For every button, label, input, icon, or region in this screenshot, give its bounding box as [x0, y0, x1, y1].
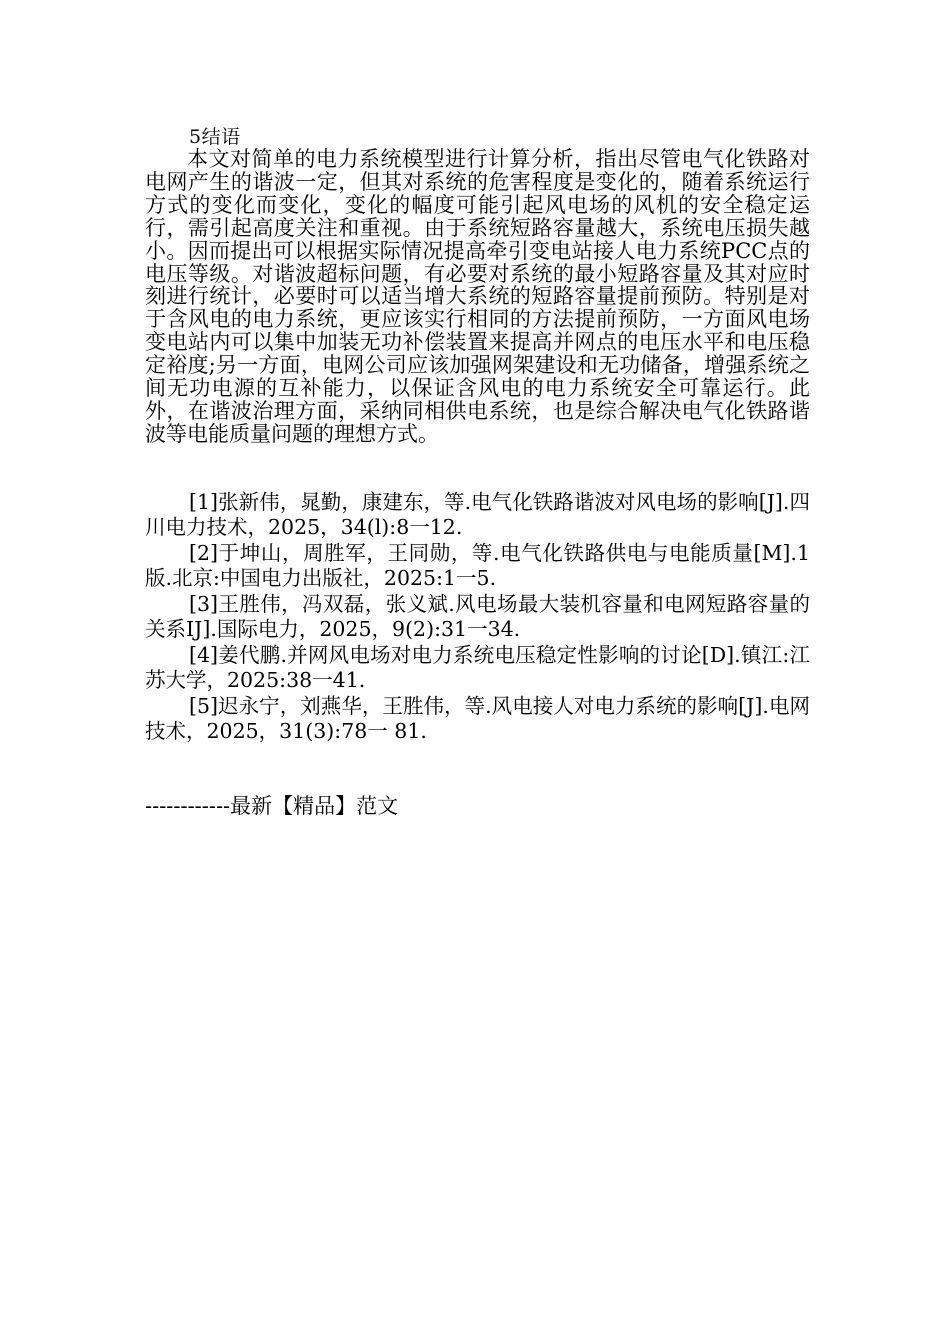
reference-item: [4]姜代鹏.并网风电场对电力系统电压稳定性影响的讨论[D].镇江:江苏大学，2025:38一41. [145, 642, 810, 693]
reference-list [145, 490, 810, 745]
conclusion-paragraph: 本文对简单的电力系统模型进行计算分析，指出尽管电气化铁路对电网产生的谐波一定，但其对系统的危害程度是变化的，随着系统运行方式的变化而变化，变化的幅度可能引起风电场的风机的安全稳定运行，需引起高度关注和重视。由于系统短路容量越大，系统电压损失越小。因而提出可以根据实际情况提高牵引变电站接人电力系统PCC点的电压等级。对谐波超标问题，有必要对系统的最小短路容量及其对应时刻进行统计，必要时可以适当增大系统的短路容量提前预防。特别是对于含风电的电力系统，更应该实行相同的方法提前预防，一方面风电场变电站内可以集中加装无功补偿装置来提高并网点的电压水平和电压稳定裕度;另一方面，电网公司应该加强网架建设和无功储备，增强系统之间无功电源的互补能力，以保证含风电的电力系统安全可靠运行。此外，在谐波治理方面，采纳同相供电系统，也是综合解决电气化铁路谐波等电能质量问题的理想方式。 [145, 147, 810, 446]
reference-item: [3]王胜伟，冯双磊，张义斌.风电场最大装机容量和电网短路容量的关系IJ].国际电力，2025，9(2):31一34. [145, 591, 810, 642]
section-heading: 5结语 [189, 126, 241, 148]
reference-item: [5]迟永宁，刘燕华，王胜伟，等.风电接人对电力系统的影响[J].电网技术，2025，31(3):78一 81. [145, 693, 810, 744]
reference-item: [2]于坤山，周胜军，王同勋，等.电气化铁路供电与电能质量[M].1版.北京:中国电力出版社，2025:1一5. [145, 540, 810, 591]
footer-label: ------------最新【精品】范文 [145, 794, 399, 818]
reference-item: [1]张新伟，晁勤，康建东，等.电气化铁路谐波对风电场的影响[J].四川电力技术，2025，34(l):8一12. [145, 489, 810, 540]
document-body [145, 126, 810, 745]
